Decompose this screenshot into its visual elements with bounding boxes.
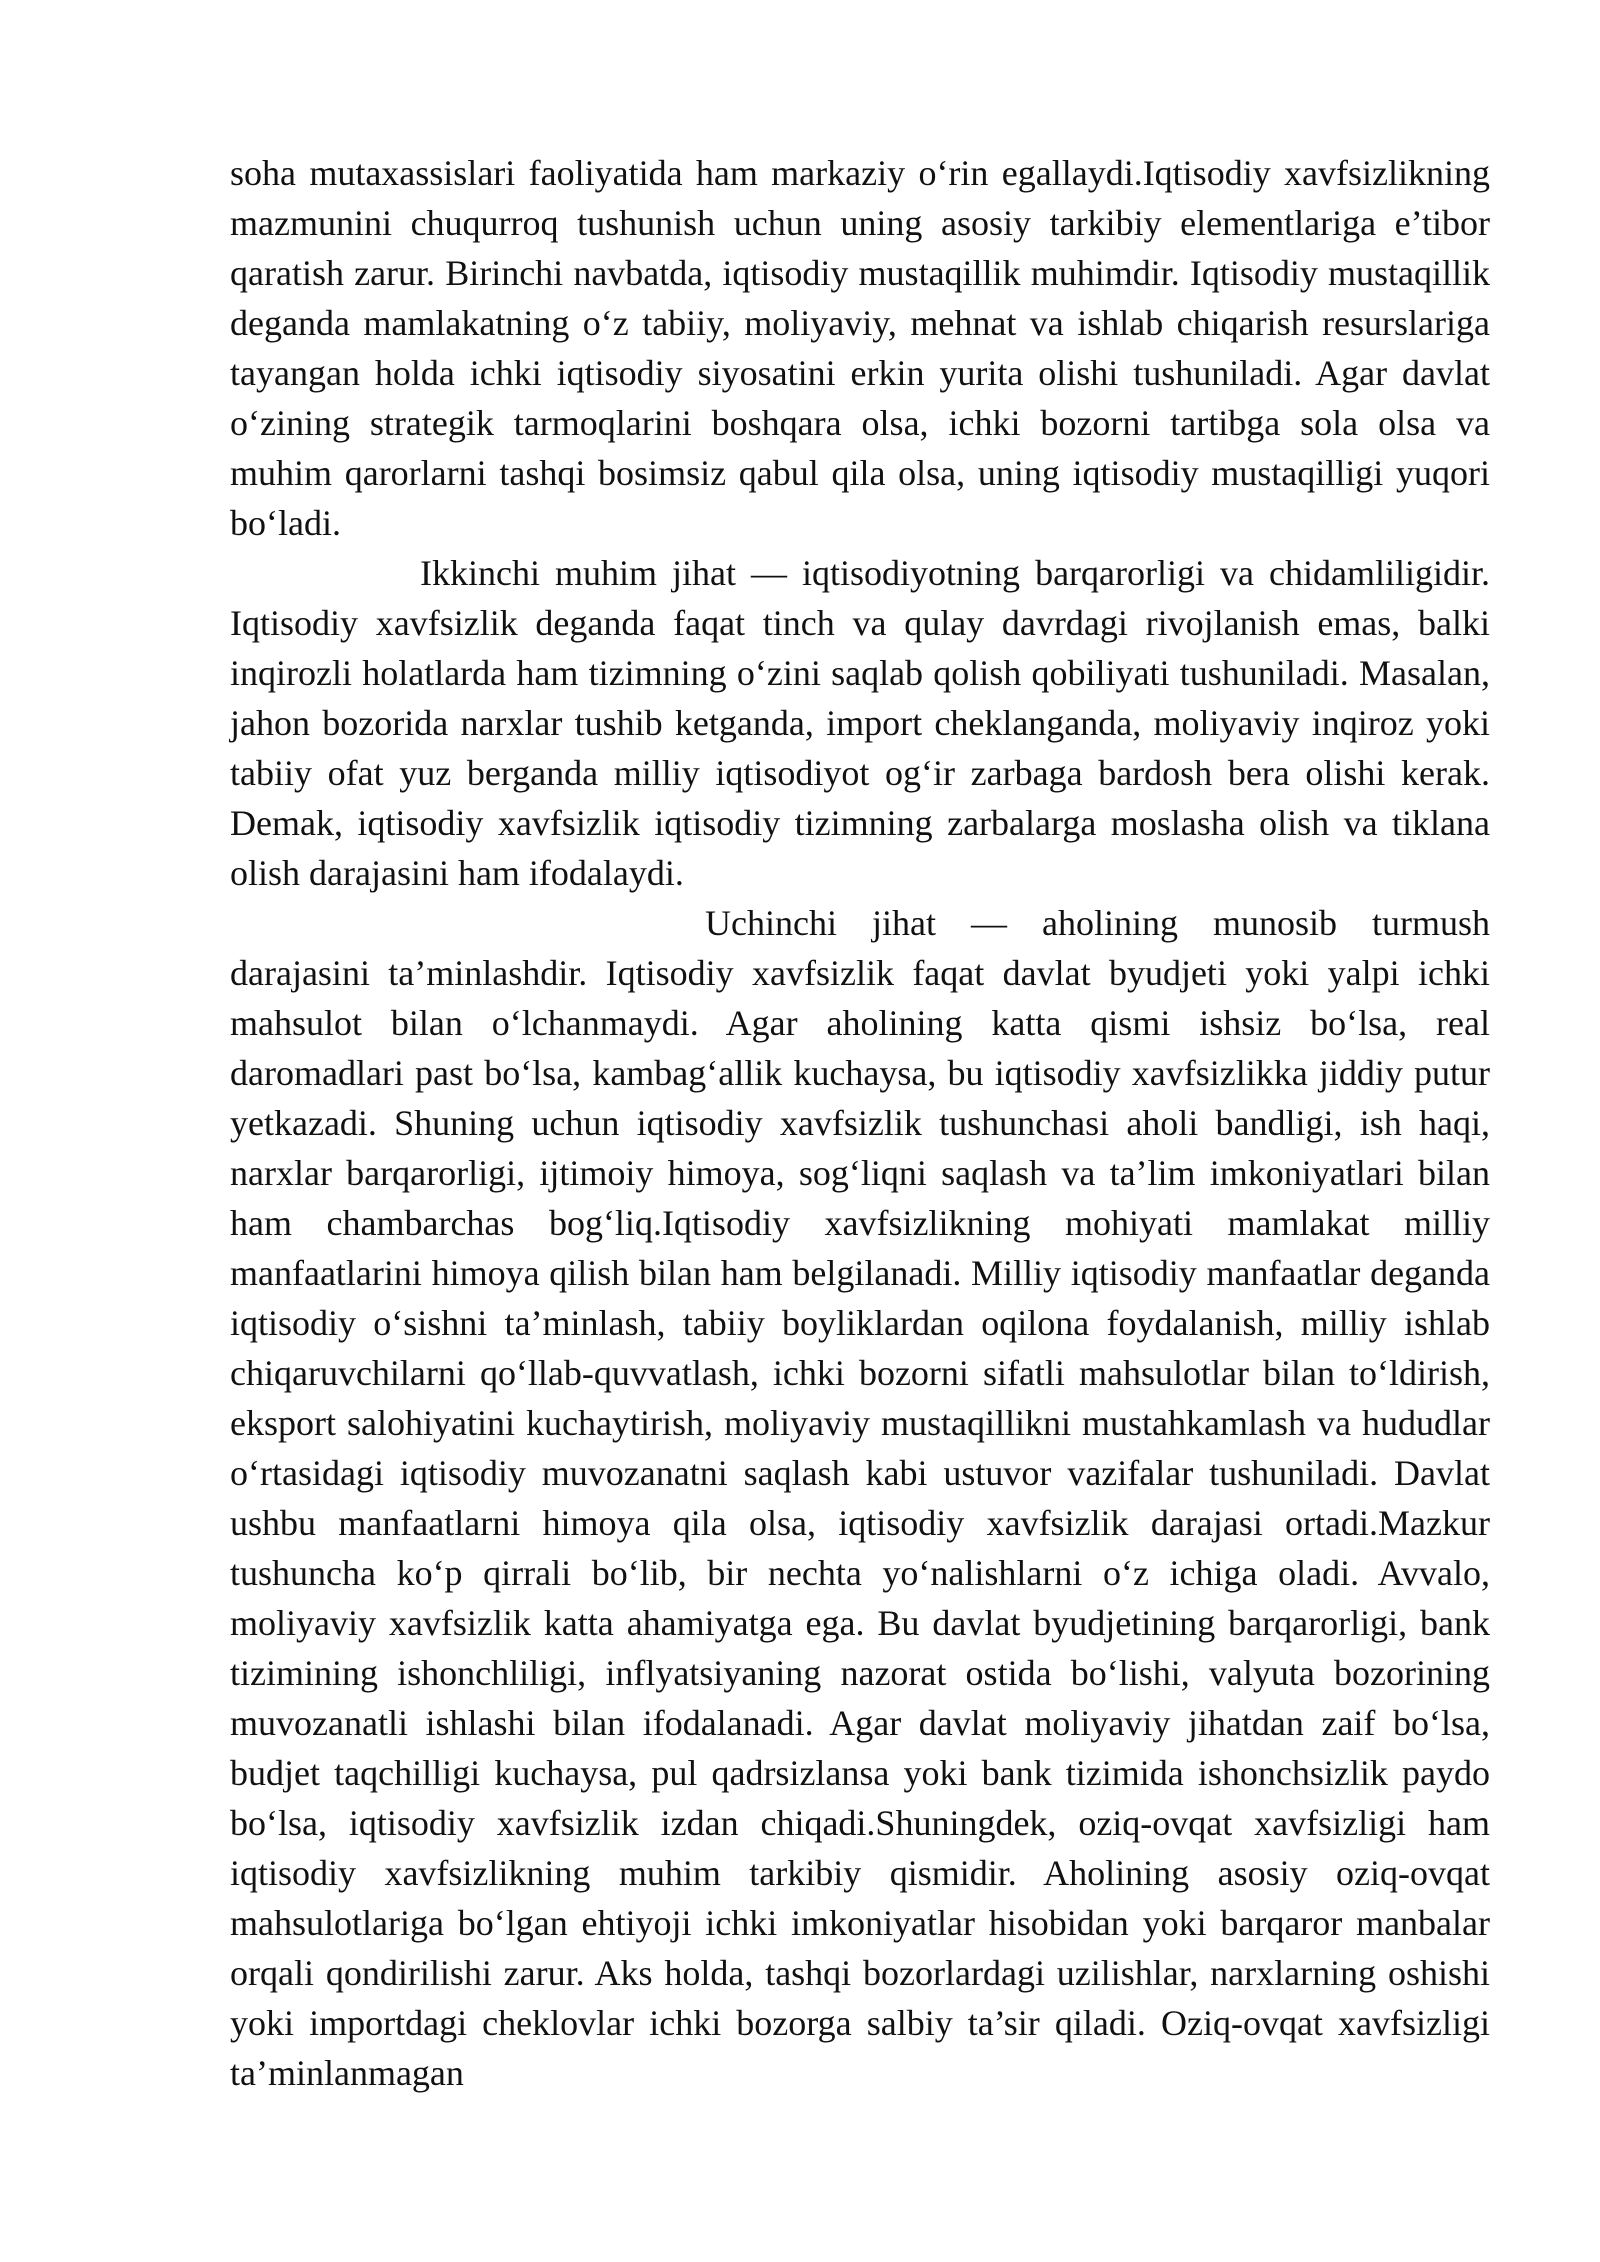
paragraph-living-standards: Uchinchi jihat — aholining munosib turmush darajasini ta’minlashdir. Iqtisodiy xavfsizlik faqat davlat byudjeti yoki yalpi ichki mahsulot bilan o‘lchanmaydi. Agar aholining katta qismi ishsiz bo‘lsa, real daromadlari past bo‘lsa, kambag‘allik kuchaysa, bu iqtisodiy xavfsizlikka jiddiy putur yetkazadi. Shuning uchun iqtisodiy xavfsizlik tushunchasi aholi bandligi, ish haqi, narxlar barqarorligi, ijtimoiy himoya, sog‘liqni saqlash va ta’lim imkoniyatlari bilan ham chambarchas bog‘liq.Iqtisodiy xavfsizlikning mohiyati mamlakat milliy manfaatlarini himoya qilish bilan ham belgilanadi. Milliy iqtisodiy manfaatlar deganda iqtisodiy o‘sishni ta’minlash, tabiiy boyliklardan oqilona foydalanish, milliy ishlab chiqaruvchilarni qo‘llab-quvvatlash, ichki bozorni sifatli mahsulotlar bilan to‘ldirish, eksport salohiyatini kuchaytirish, moliyaviy mustaqillikni mustahkamlash va hududlar o‘rtasidagi iqtisodiy muvozanatni saqlash kabi ustuvor vazifalar tushuniladi. Davlat ushbu manfaatlarni himoya qila olsa, iqtisodiy xavfsizlik darajasi ortadi.Mazkur tushuncha ko‘p qirrali bo‘lib, bir nechta yo‘nalishlarni o‘z ichiga oladi. Avvalo, moliyaviy xavfsizlik katta ahamiyatga ega. Bu davlat byudjetining barqarorligi, bank tizimining ishonchliligi, inflyatsiyaning nazorat ostida bo‘lishi, valyuta bozorining muvozanatli ishlashi bilan ifodalanadi. Agar davlat moliyaviy jihatdan zaif bo‘lsa, budjet taqchilligi kuchaysa, pul qadrsizlansa yoki bank tizimida ishonchsizlik paydo bo‘lsa, iqtisodiy xavfsizlik izdan chiqadi.Shuningdek, oziq-ovqat xavfsizligi ham iqtisodiy xavfsizlikning muhim tarkibiy qismidir. Aholining asosiy oziq-ovqat mahsulotlariga bo‘lgan ehtiyoji ichki imkoniyatlar hisobidan yoki barqaror manbalar orqali qondirilishi zarur. Aks holda, tashqi bozorlardagi uzilishlar, narxlarning oshishi yoki importdagi cheklovlar ichki bozorga salbiy ta’sir qiladi. Oziq-ovqat xavfsizligi ta’minlanmagan <box>230 903 1490 2093</box>
document-page <box>230 148 1490 2098</box>
paragraph-economic-independence: soha mutaxassislari faoliyatida ham markaziy o‘rin egallaydi.Iqtisodiy xavfsizlikning mazmunini chuqurroq tushunish uchun uning asosiy tarkibiy elementlariga e’tibor qaratish zarur. Birinchi navbatda, iqtisodiy mustaqillik muhimdir. Iqtisodiy mustaqillik deganda mamlakatning o‘z tabiiy, moliyaviy, mehnat va ishlab chiqarish resurslariga tayangan holda ichki iqtisodiy siyosatini erkin yurita olishi tushuniladi. Agar davlat o‘zining strategik tarmoqlarini boshqara olsa, ichki bozorni tartibga sola olsa va muhim qarorlarni tashqi bosimsiz qabul qila olsa, uning iqtisodiy mustaqilligi yuqori bo‘ladi. <box>230 153 1490 543</box>
paragraph-stability: Ikkinchi muhim jihat — iqtisodiyotning barqarorligi va chidamliligidir. Iqtisodiy xavfsizlik deganda faqat tinch va qulay davrdagi rivojlanish emas, balki inqirozli holatlarda ham tizimning o‘zini saqlab qolish qobiliyati tushuniladi. Masalan, jahon bozorida narxlar tushib ketganda, import cheklanganda, moliyaviy inqiroz yoki tabiiy ofat yuz berganda milliy iqtisodiyot og‘ir zarbaga bardosh bera olishi kerak. Demak, iqtisodiy xavfsizlik iqtisodiy tizimning zarbalarga moslasha olish va tiklana olish darajasini ham ifodalaydi. <box>230 553 1490 893</box>
